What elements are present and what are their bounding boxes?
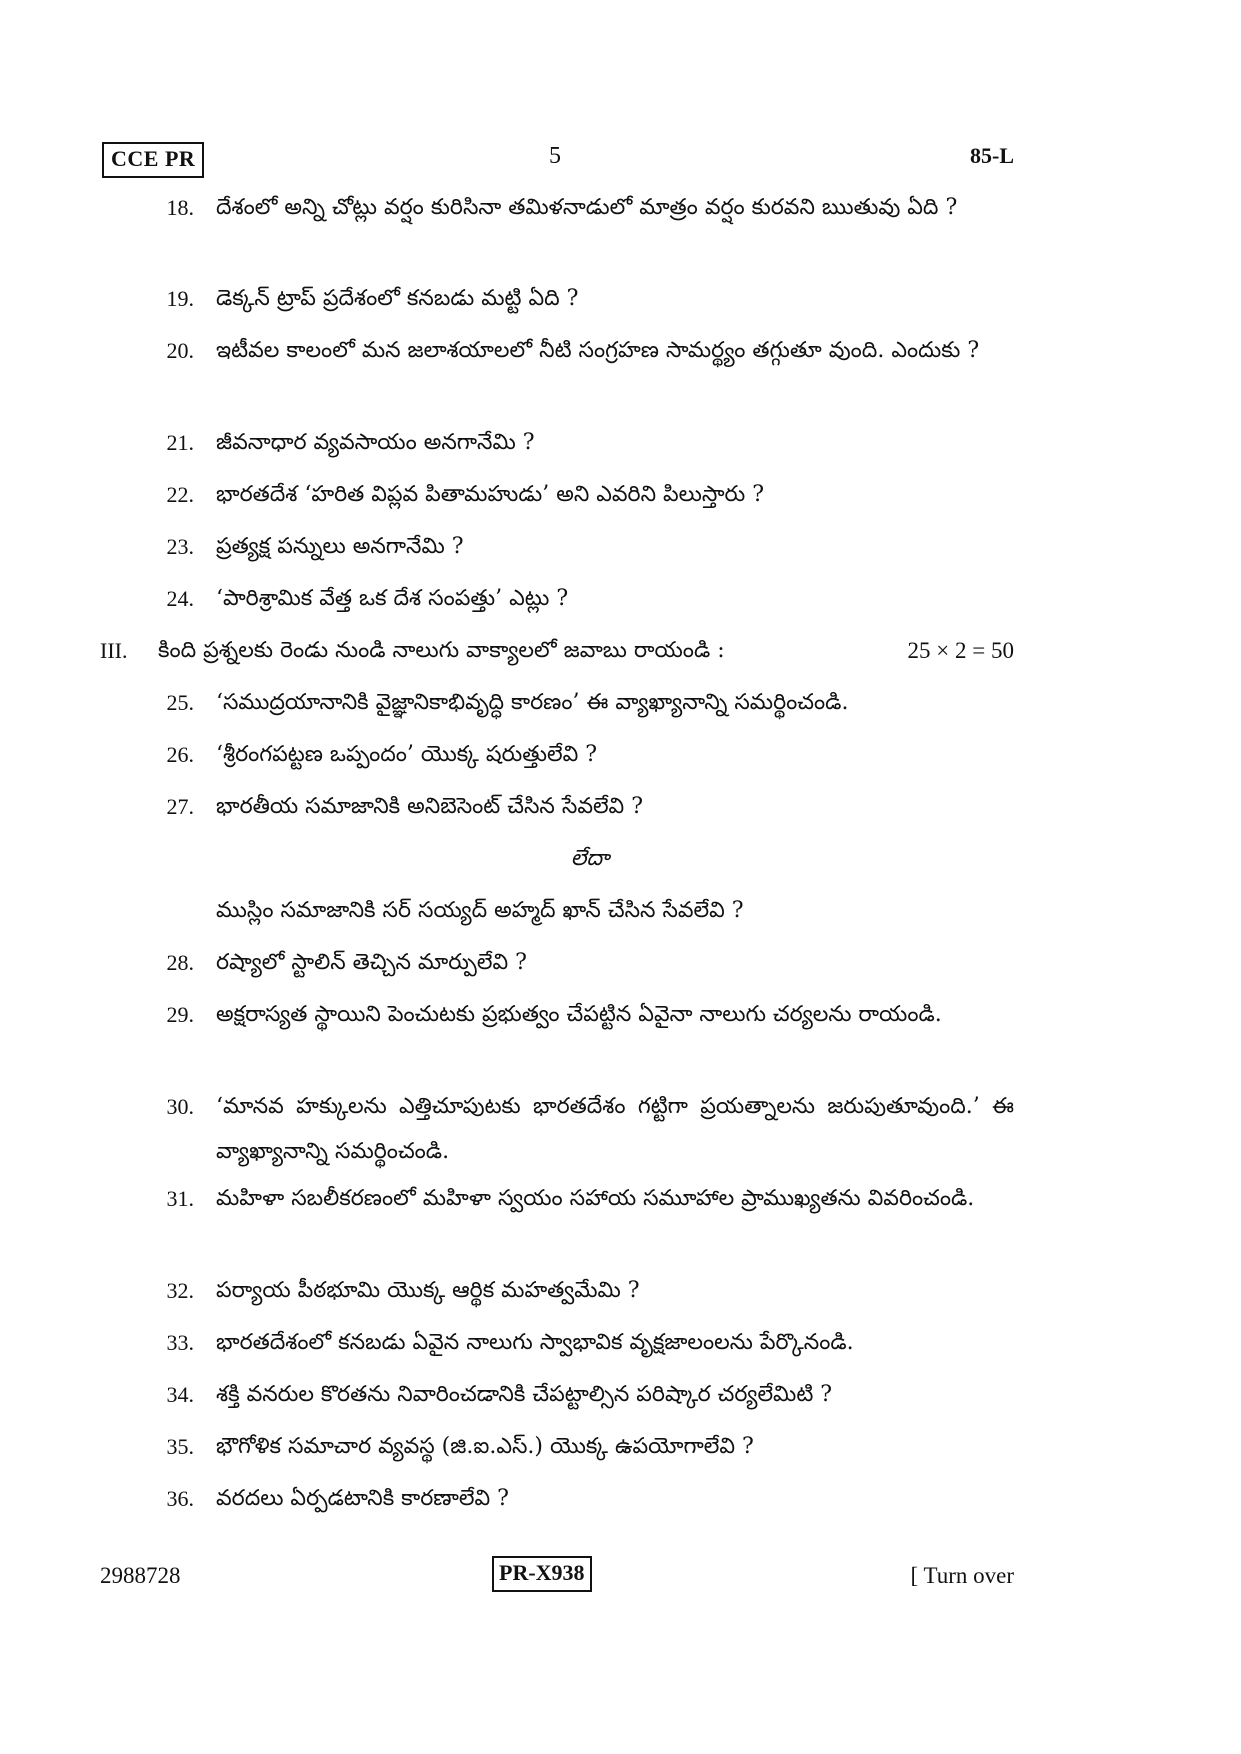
question-27 (154, 784, 1014, 829)
question-34 (154, 1372, 1014, 1417)
question-number: 31. (166, 1186, 194, 1211)
question-22 (154, 472, 1014, 517)
question-number: 27. (166, 794, 194, 819)
question-number: 24. (166, 586, 194, 611)
or-label: లేదా (570, 846, 610, 871)
question-21 (154, 420, 1014, 465)
question-text: మహిళా సబలీకరణంలో మహిళా స్వయం సహాయ సమూహాల ప్రాముఖ్యతను వివరించండి. (216, 1186, 975, 1211)
question-number: 21. (166, 430, 194, 455)
question-number: 32. (166, 1278, 194, 1303)
question-text: పర్యాయ పీఠభూమి యొక్క ఆర్థిక మహత్వమేమి ? (216, 1278, 640, 1303)
question-text: భారతీయ సమాజానికి అనిబెసెంట్ చేసిన సేవలేవి ? (216, 794, 643, 819)
question-text: రష్యాలో స్టాలిన్ తెచ్చిన మార్పులేవి ? (216, 950, 527, 975)
question-31 (154, 1176, 1014, 1221)
question-text: భౌగోళిక సమాచార వ్యవస్థ (జి.ఐ.ఎస్.) యొక్క ఉపయోగాలేవి ? (216, 1434, 754, 1459)
question-25 (154, 680, 1014, 725)
question-36 (154, 1476, 1014, 1521)
page-number: 5 (549, 143, 561, 169)
question-number: 29. (166, 1002, 194, 1027)
question-text: ఇటీవల కాలంలో మన జలాశయాలలో నీటి సంగ్రహణ సామర్థ్యం తగ్గుతూ వుంది. ఎందుకు ? (216, 338, 980, 363)
question-19 (154, 276, 1014, 321)
question-text: డెక్కన్ ట్రాప్ ప్రదేశంలో కనబడు మట్టి ఏది ? (216, 286, 579, 311)
question-number: 20. (166, 338, 194, 363)
question-number: 35. (166, 1434, 194, 1459)
series-code-box: PR-X938 (492, 1556, 592, 1592)
section-instruction: కింది ప్రశ్నలకు రెండు నుండి నాలుగు వాక్యాలలో జవాబు రాయండి : (158, 638, 725, 663)
question-number: 34. (166, 1382, 194, 1407)
question-number: 30. (166, 1094, 194, 1119)
footer-code: 2988728 (100, 1563, 181, 1588)
question-35 (154, 1424, 1014, 1469)
question-number: 26. (166, 742, 194, 767)
exam-code-box: CCE PR (102, 142, 204, 178)
question-28 (154, 940, 1014, 985)
question-text: ‘శ్రీరంగపట్టణ ఒప్పందం’ యొక్క షరుత్తులేవి ? (216, 742, 598, 767)
question-26 (154, 732, 1014, 777)
question-text: వరదలు ఏర్పడటానికి కారణాలేవి ? (216, 1486, 509, 1511)
question-text: శక్తి వనరుల కొరతను నివారించడానికి చేపట్టాల్సిన పరిష్కార చర్యలేమిటి ? (216, 1382, 833, 1407)
question-text: దేశంలో అన్ని చోట్లు వర్షం కురిసినా తమిళనాడులో మాత్రం వర్షం కురవని ఋతువు ఏది ? (216, 195, 958, 220)
question-text: భారతదేశంలో కనబడు ఏవైన నాలుగు స్వాభావిక వృక్షజాలంలను పేర్కొనండి. (216, 1330, 854, 1355)
section-marks: 25 × 2 = 50 (907, 638, 1014, 663)
question-text: భారతదేశ ‘హరిత విప్లవ పితామహుడు’ అని ఎవరిని పిలుస్తారు ? (216, 482, 764, 507)
question-number: 33. (166, 1330, 194, 1355)
question-text: ‘పారిశ్రామిక వేత్త ఒక దేశ సంపత్తు’ ఎట్లు ? (216, 586, 569, 611)
question-text: ప్రత్యక్ష పన్నులు అనగానేమి ? (216, 534, 464, 559)
question-number: 19. (166, 286, 194, 311)
question-20 (154, 328, 1014, 373)
question-number: 22. (166, 482, 194, 507)
question-number: 23. (166, 534, 194, 559)
paper-code: 85-L (970, 143, 1014, 168)
question-30 (154, 1084, 1014, 1174)
question-number: 18. (166, 195, 194, 220)
question-text: ‘సముద్రయానానికి వైజ్ఞానికాభివృద్ధి కారణం’ ఈ వ్యాఖ్యానాన్ని సమర్థించండి. (216, 690, 849, 715)
question-33 (154, 1320, 1014, 1365)
question-23 (154, 524, 1014, 569)
question-24 (154, 576, 1014, 621)
question-29 (154, 992, 1014, 1037)
turn-over-label: [ Turn over (910, 1563, 1014, 1588)
question-number: 25. (166, 690, 194, 715)
alternative-question: ముస్లిం సమాజానికి సర్ సయ్యద్ అహ్మద్ ఖాన్ చేసిన సేవలేవి ? (216, 898, 744, 923)
question-32 (154, 1268, 1014, 1313)
question-18 (154, 185, 1014, 230)
question-text: అక్షరాస్యత స్థాయిని పెంచుటకు ప్రభుత్వం చేపట్టిన ఏవైనా నాలుగు చర్యలను రాయండి. (216, 1002, 942, 1027)
question-number: 28. (166, 950, 194, 975)
section-number: III. (100, 638, 128, 663)
question-text: జీవనాధార వ్యవసాయం అనగానేమి ? (216, 430, 535, 455)
question-text: ‘మానవ హక్కులను ఎత్తిచూపుటకు భారతదేశం గట్టిగా ప్రయత్నాలను జరుపుతూవుంది.’ ఈ వ్యాఖ్యానాన్ని సమర్థించండి. (216, 1094, 1014, 1164)
question-number: 36. (166, 1486, 194, 1511)
section-heading (100, 628, 1014, 673)
